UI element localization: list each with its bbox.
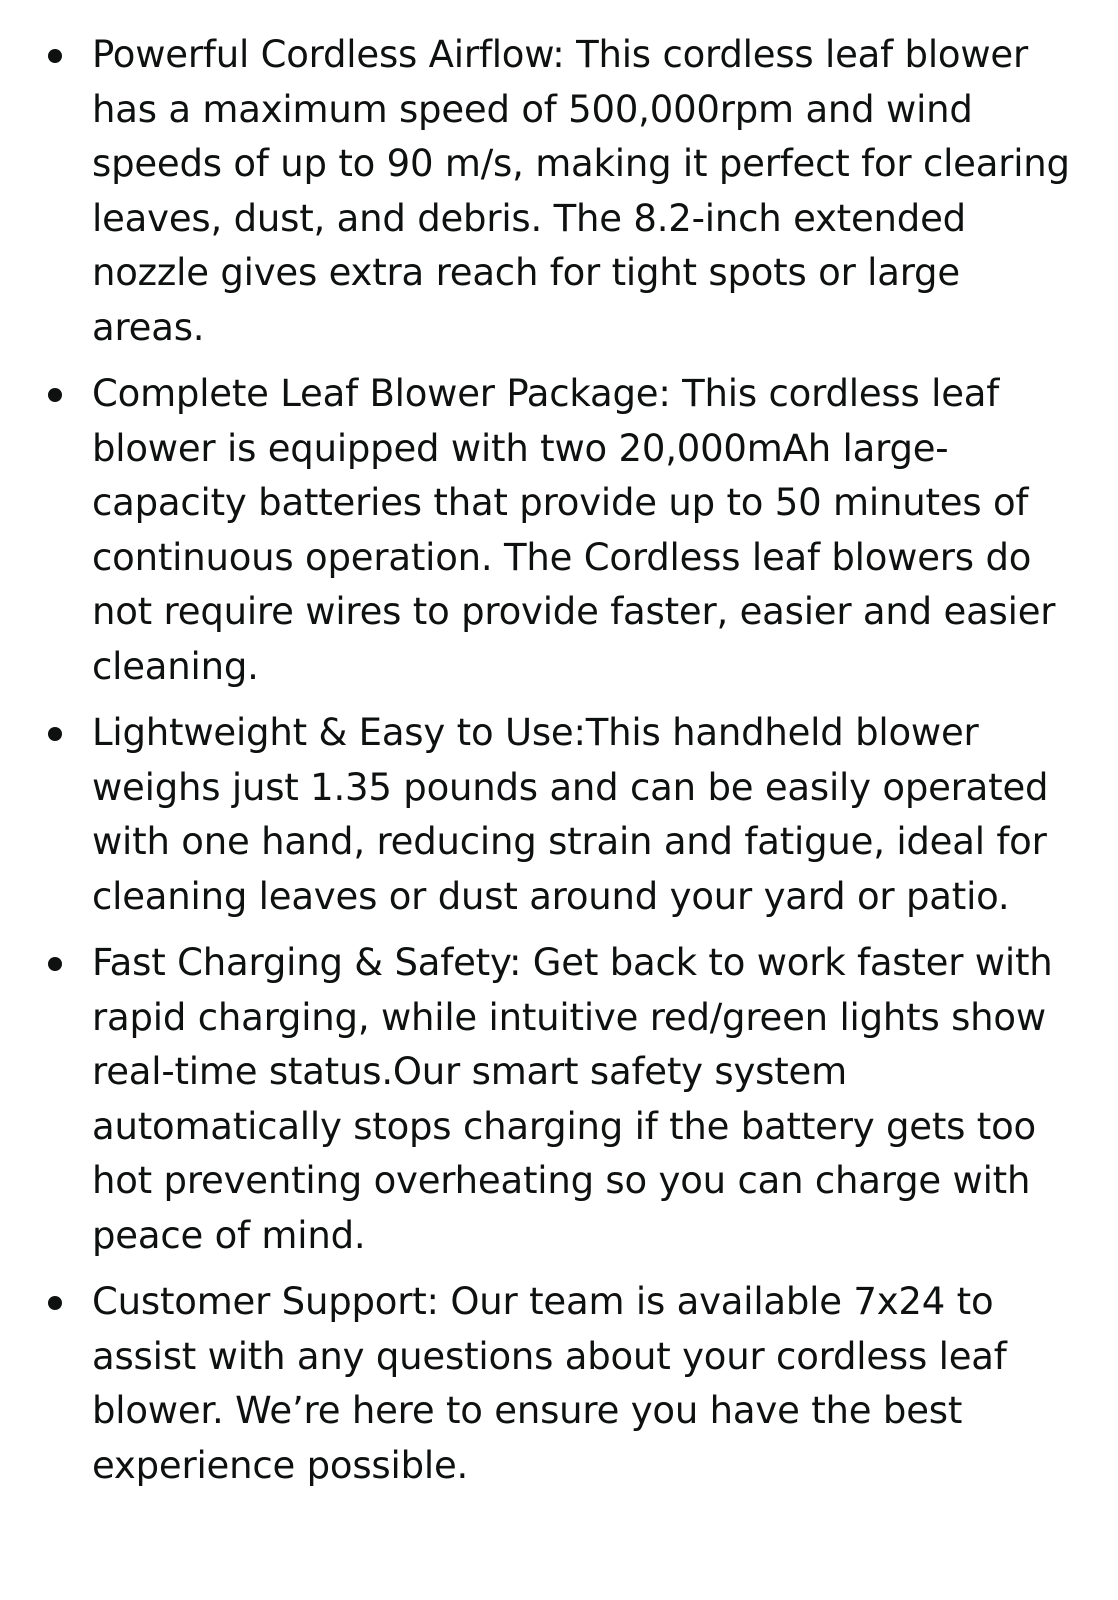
bullet-dot-icon [48, 49, 62, 63]
bullet-dot-icon [48, 727, 62, 741]
feature-text: Lightweight & Easy to Use:This handheld blower weighs just 1.35 pounds and can be easily operated with one hand, reducing strain and fatigue, ideal for cleaning leaves or dust around your yard or patio. [92, 711, 1049, 918]
bullet-dot-icon [48, 388, 62, 402]
bullet-dot-icon [48, 1296, 62, 1310]
feature-text: Customer Support: Our team is available 7x24 to assist with any questions about your cordless leaf blower. We’re here to ensure you have the best experience possible. [92, 1280, 1007, 1487]
feature-bullet-lightweight [92, 706, 1078, 924]
feature-bullet-airflow [92, 28, 1078, 355]
bullet-dot-icon [48, 957, 62, 971]
feature-bullet-support [92, 1275, 1078, 1493]
feature-text: Fast Charging & Safety: Get back to work faster with rapid charging, while intuitive red/green lights show real-time status.Our smart safety system automatically stops charging if the battery gets too hot preventing overheating so you can charge with peace of mind. [92, 941, 1053, 1257]
feature-bullet-charging [92, 936, 1078, 1263]
feature-text: Complete Leaf Blower Package: This cordless leaf blower is equipped with two 20,000mAh large-capacity batteries that provide up to 50 minutes of continuous operation. The Cordless leaf blowers do not require wires to provide faster, easier and easier cleaning. [92, 372, 1056, 688]
feature-bullet-package [92, 367, 1078, 694]
feature-text: Powerful Cordless Airflow: This cordless leaf blower has a maximum speed of 500,000rpm and wind speeds of up to 90 m/s, making it perfect for clearing leaves, dust, and debris. The 8.2-inch extended nozzle gives extra reach for tight spots or large areas. [92, 33, 1070, 349]
